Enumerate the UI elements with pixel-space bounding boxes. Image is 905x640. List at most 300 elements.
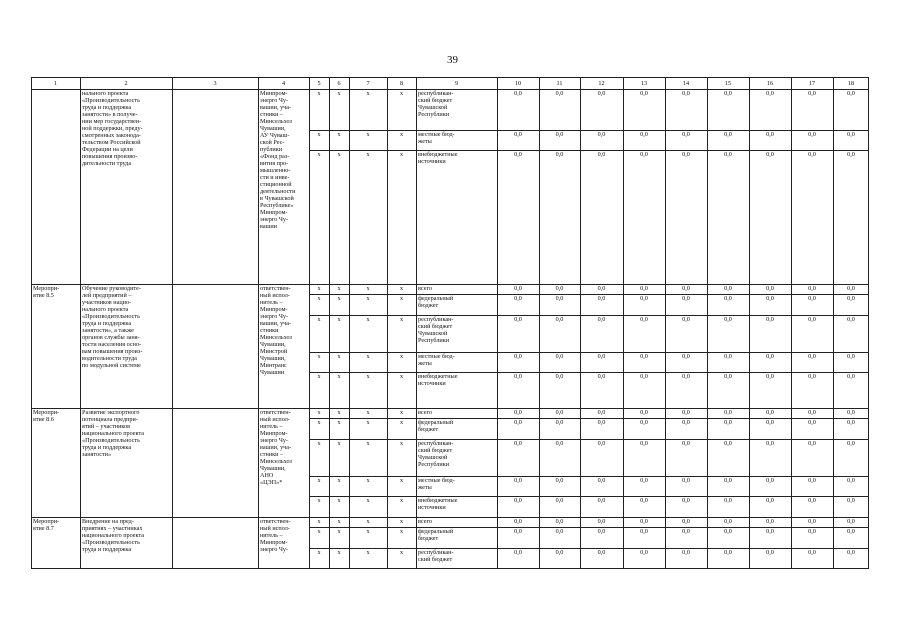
- x-mark: x: [317, 477, 321, 484]
- value-cell: 0,0: [847, 549, 855, 556]
- header-cell: 17: [808, 79, 816, 87]
- measure-name: занятости» в получе-: [82, 111, 138, 118]
- value-cell: 0,0: [682, 528, 690, 535]
- value-cell: 0,0: [514, 549, 522, 556]
- value-cell: 0,0: [597, 497, 606, 504]
- executor-text: ответствен-: [260, 285, 291, 292]
- executor-text: мышленно-: [260, 167, 291, 174]
- executor-text: Минсельхоз: [260, 458, 292, 465]
- value-cell: 0,0: [766, 316, 774, 323]
- value-cell: 0,0: [640, 285, 648, 292]
- measure-name: нального проекта: [82, 90, 129, 97]
- value-cell: 0,0: [766, 497, 774, 504]
- funding-source: ский бюджет: [418, 447, 453, 454]
- funding-source: Чувашской: [418, 330, 448, 337]
- x-mark: x: [366, 419, 370, 426]
- value-cell: 0,0: [847, 409, 855, 416]
- value-cell: 0,0: [597, 353, 606, 360]
- executor-text: вашии, уча-: [260, 320, 292, 327]
- funding-source: ский бюджет: [418, 97, 453, 104]
- measure-name: национального проекта: [82, 532, 144, 539]
- value-cell: 0,0: [555, 131, 564, 138]
- executor-text: Минпром-: [260, 430, 288, 437]
- value-cell: 0,0: [597, 477, 606, 484]
- x-mark: x: [317, 518, 321, 525]
- measure-name: труда и поддержка: [82, 104, 132, 111]
- x-mark: x: [399, 440, 404, 447]
- funding-source: Республики: [418, 111, 450, 118]
- funding-source: бюджет: [418, 535, 439, 542]
- executor-text: нитель –: [260, 532, 283, 539]
- executor-text: Минпром-: [260, 539, 288, 546]
- measure-name: по модульной системе: [82, 362, 141, 369]
- x-mark: x: [317, 285, 321, 292]
- executor-text: публики: [260, 146, 283, 153]
- header-cell: 11: [556, 79, 563, 87]
- value-cell: 0,0: [555, 409, 564, 416]
- x-mark: x: [337, 295, 341, 302]
- value-cell: 0,0: [514, 528, 522, 535]
- value-cell: 0,0: [847, 419, 855, 426]
- executor-text: стники: [260, 327, 279, 334]
- executor-text: «Фонд раз-: [260, 153, 290, 160]
- value-cell: 0,0: [597, 90, 606, 97]
- measure-name: ной поддержки, преду-: [82, 125, 143, 132]
- value-cell: 0,0: [514, 419, 522, 426]
- executor-text: Минпром-: [260, 209, 288, 216]
- x-mark: x: [337, 151, 341, 158]
- value-cell: 0,0: [555, 285, 564, 292]
- funding-source: бюджет: [418, 426, 439, 433]
- measure-name: труда и поддержка: [82, 546, 132, 553]
- x-mark: x: [399, 497, 404, 504]
- x-mark: x: [317, 90, 321, 97]
- measure-label: Меропри-: [33, 409, 60, 416]
- value-cell: 0,0: [766, 528, 774, 535]
- funding-source: Чувашской: [418, 454, 448, 461]
- value-cell: 0,0: [682, 409, 690, 416]
- value-cell: 0,0: [808, 131, 816, 138]
- value-cell: 0,0: [640, 131, 648, 138]
- value-cell: 0,0: [724, 316, 732, 323]
- value-cell: 0,0: [724, 497, 732, 504]
- value-cell: 0,0: [847, 373, 855, 380]
- value-cell: 0,0: [847, 316, 855, 323]
- measure-label: Меропри-: [33, 285, 60, 292]
- funding-source: федеральный: [418, 295, 454, 302]
- executor-text: ответствен-: [260, 518, 291, 525]
- executor-text: вашии: [260, 223, 277, 230]
- value-cell: 0,0: [682, 477, 690, 484]
- value-cell: 0,0: [682, 497, 690, 504]
- x-mark: x: [337, 285, 341, 292]
- value-cell: 0,0: [597, 440, 606, 447]
- value-cell: 0,0: [808, 151, 816, 158]
- executor-text: энерго Чу-: [260, 546, 289, 553]
- measure-name: участников нацио-: [82, 299, 132, 306]
- value-cell: 0,0: [682, 316, 690, 323]
- x-mark: x: [399, 90, 404, 97]
- value-cell: 0,0: [766, 477, 774, 484]
- x-mark: x: [399, 528, 404, 535]
- value-cell: 0,0: [724, 409, 732, 416]
- funding-source: республикан-: [418, 440, 454, 447]
- header-cell: 4: [281, 79, 286, 87]
- value-cell: 0,0: [640, 440, 648, 447]
- value-cell: 0,0: [640, 373, 648, 380]
- x-mark: x: [399, 549, 404, 556]
- executor-text: стники –: [260, 451, 284, 458]
- x-mark: x: [366, 518, 370, 525]
- executor-text: Чувашии,: [260, 355, 286, 362]
- funding-source: всего: [418, 285, 432, 292]
- value-cell: 0,0: [555, 518, 564, 525]
- measure-name: Внедрение на пред-: [82, 518, 134, 525]
- value-cell: 0,0: [682, 440, 690, 447]
- value-cell: 0,0: [555, 440, 564, 447]
- executor-text: стиционной: [260, 181, 292, 188]
- executor-text: Республике»: [260, 202, 294, 209]
- measure-name: тельством Российской: [82, 139, 141, 146]
- x-mark: x: [337, 528, 341, 535]
- value-cell: 0,0: [724, 477, 732, 484]
- header-cell: 14: [682, 79, 690, 87]
- x-mark: x: [337, 353, 341, 360]
- value-cell: 0,0: [766, 419, 774, 426]
- funding-source: источники: [418, 158, 446, 165]
- value-cell: 0,0: [724, 518, 732, 525]
- measure-label: ятие 8.6: [33, 416, 54, 423]
- value-cell: 0,0: [640, 518, 648, 525]
- measure-name: занятости», а также: [82, 327, 134, 334]
- value-cell: 0,0: [724, 373, 732, 380]
- x-mark: x: [366, 373, 370, 380]
- executor-text: энерго Чу-: [260, 313, 289, 320]
- x-mark: x: [337, 518, 341, 525]
- column-border: [80, 77, 81, 569]
- value-cell: 0,0: [682, 373, 690, 380]
- value-cell: 0,0: [682, 549, 690, 556]
- x-mark: x: [317, 295, 321, 302]
- measure-name: лей предприятий –: [82, 292, 132, 299]
- value-cell: 0,0: [808, 409, 816, 416]
- measure-name: нии мер государствен-: [82, 118, 142, 125]
- value-cell: 0,0: [514, 409, 522, 416]
- x-mark: x: [317, 419, 321, 426]
- value-cell: 0,0: [847, 131, 855, 138]
- value-cell: 0,0: [808, 316, 816, 323]
- executor-text: нитель –: [260, 299, 283, 306]
- value-cell: 0,0: [766, 131, 774, 138]
- value-cell: 0,0: [597, 316, 606, 323]
- value-cell: 0,0: [724, 131, 732, 138]
- value-cell: 0,0: [640, 477, 648, 484]
- measure-name: труда и поддержка: [82, 320, 132, 327]
- executor-text: Чувашии: [260, 369, 285, 376]
- value-cell: 0,0: [514, 151, 522, 158]
- value-cell: 0,0: [597, 373, 606, 380]
- executor-text: в Чувашской: [260, 195, 294, 202]
- x-mark: x: [366, 497, 370, 504]
- value-cell: 0,0: [808, 295, 816, 302]
- value-cell: 0,0: [514, 497, 522, 504]
- x-mark: x: [317, 373, 321, 380]
- value-cell: 0,0: [514, 316, 522, 323]
- executor-text: нитель –: [260, 423, 283, 430]
- value-cell: 0,0: [847, 90, 855, 97]
- funding-source: ский бюджет: [418, 323, 453, 330]
- value-cell: 0,0: [766, 285, 774, 292]
- value-cell: 0,0: [640, 528, 648, 535]
- value-cell: 0,0: [847, 518, 855, 525]
- value-cell: 0,0: [847, 477, 855, 484]
- value-cell: 0,0: [640, 419, 648, 426]
- value-cell: 0,0: [766, 549, 774, 556]
- x-mark: x: [366, 440, 370, 447]
- measure-label: ятие 8.5: [33, 292, 54, 299]
- x-mark: x: [366, 316, 370, 323]
- header-cell: 3: [213, 79, 217, 87]
- column-border: [31, 77, 32, 569]
- value-cell: 0,0: [597, 285, 606, 292]
- funding-source: всего: [418, 409, 432, 416]
- value-cell: 0,0: [766, 90, 774, 97]
- x-mark: x: [337, 549, 341, 556]
- value-cell: 0,0: [514, 131, 522, 138]
- funding-source: Республики: [418, 337, 450, 344]
- value-cell: 0,0: [682, 518, 690, 525]
- value-cell: 0,0: [724, 419, 732, 426]
- funding-source: федеральный: [418, 419, 454, 426]
- measure-name: занятости»: [82, 451, 112, 458]
- x-mark: x: [366, 295, 370, 302]
- value-cell: 0,0: [724, 440, 732, 447]
- value-cell: 0,0: [682, 151, 690, 158]
- x-mark: x: [337, 131, 341, 138]
- value-cell: 0,0: [724, 151, 732, 158]
- x-mark: x: [337, 440, 341, 447]
- x-mark: x: [399, 316, 404, 323]
- measure-name: Федерации на цели: [82, 146, 133, 153]
- funding-source: местные бюд-: [418, 353, 455, 360]
- value-cell: 0,0: [847, 528, 855, 535]
- funding-source: бюджет: [418, 302, 439, 309]
- x-mark: x: [366, 151, 370, 158]
- x-mark: x: [337, 409, 341, 416]
- x-mark: x: [337, 419, 341, 426]
- header-cell: 7: [366, 79, 370, 87]
- funding-source: внебюджетные: [418, 497, 458, 504]
- value-cell: 0,0: [808, 419, 816, 426]
- value-cell: 0,0: [555, 90, 564, 97]
- value-cell: 0,0: [597, 528, 606, 535]
- executor-text: ный испол-: [260, 525, 290, 532]
- x-mark: x: [366, 285, 370, 292]
- x-mark: x: [317, 131, 321, 138]
- header-cell: 16: [766, 79, 774, 87]
- x-mark: x: [366, 477, 370, 484]
- header-cell: 5: [317, 79, 321, 87]
- value-cell: 0,0: [682, 295, 690, 302]
- value-cell: 0,0: [808, 477, 816, 484]
- value-cell: 0,0: [724, 549, 732, 556]
- executor-text: ответствен-: [260, 409, 291, 416]
- measure-name: органов службы заня-: [82, 334, 140, 341]
- executor-text: Минтранс: [260, 362, 287, 369]
- executor-text: Чувашии,: [260, 465, 286, 472]
- measure-name: Развитие экспортного: [82, 409, 140, 416]
- header-cell: 2: [124, 79, 128, 87]
- value-cell: 0,0: [514, 518, 522, 525]
- measure-name: нального проекта: [82, 306, 129, 313]
- value-cell: 0,0: [514, 353, 522, 360]
- value-cell: 0,0: [847, 285, 855, 292]
- measure-name: ятий – участников: [82, 423, 131, 430]
- x-mark: x: [317, 353, 321, 360]
- measure-name: Обучение руководите-: [82, 285, 141, 292]
- executor-text: стники –: [260, 111, 284, 118]
- value-cell: 0,0: [682, 285, 690, 292]
- header-cell: 15: [724, 79, 732, 87]
- value-cell: 0,0: [766, 440, 774, 447]
- value-cell: 0,0: [640, 497, 648, 504]
- column-border: [172, 77, 173, 569]
- executor-text: Минпром-: [260, 90, 288, 97]
- x-mark: x: [366, 90, 370, 97]
- executor-text: ный испол-: [260, 292, 290, 299]
- value-cell: 0,0: [847, 497, 855, 504]
- table-bottom-border: [31, 568, 869, 569]
- measure-name: национального проекта: [82, 430, 144, 437]
- value-cell: 0,0: [808, 285, 816, 292]
- value-cell: 0,0: [640, 316, 648, 323]
- value-cell: 0,0: [682, 131, 690, 138]
- value-cell: 0,0: [766, 295, 774, 302]
- value-cell: 0,0: [847, 295, 855, 302]
- header-cell: 18: [847, 79, 855, 87]
- x-mark: x: [317, 549, 321, 556]
- funding-source: жеты: [418, 484, 432, 491]
- value-cell: 0,0: [514, 90, 522, 97]
- measure-name: «Производительность: [82, 539, 140, 546]
- x-mark: x: [337, 90, 341, 97]
- value-cell: 0,0: [555, 316, 564, 323]
- measure-name: вам повышения произ-: [82, 348, 143, 355]
- header-cell: 1: [53, 79, 58, 87]
- value-cell: 0,0: [808, 497, 816, 504]
- value-cell: 0,0: [514, 440, 522, 447]
- value-cell: 0,0: [597, 131, 606, 138]
- executor-text: сти и инве-: [260, 174, 290, 181]
- funding-source: республикан-: [418, 90, 454, 97]
- x-mark: x: [317, 440, 321, 447]
- funding-source: Республики: [418, 461, 450, 468]
- x-mark: x: [366, 549, 370, 556]
- header-cell: 8: [399, 79, 404, 87]
- measure-name: приятиях – участниках: [82, 525, 143, 532]
- x-mark: x: [399, 518, 404, 525]
- value-cell: 0,0: [808, 518, 816, 525]
- value-cell: 0,0: [597, 409, 606, 416]
- executor-text: «ЦЭП»*: [260, 479, 283, 486]
- executor-text: деятельности: [260, 188, 296, 195]
- measure-name: смотренных законода-: [82, 132, 141, 139]
- funding-source: всего: [418, 518, 432, 525]
- header-cell: 13: [640, 79, 648, 87]
- value-cell: 0,0: [555, 419, 564, 426]
- funding-source: внебюджетные: [418, 373, 458, 380]
- value-cell: 0,0: [597, 151, 606, 158]
- executor-text: Чувашии,: [260, 125, 286, 132]
- funding-source: местные бюд-: [418, 477, 455, 484]
- value-cell: 0,0: [640, 409, 648, 416]
- value-cell: 0,0: [847, 440, 855, 447]
- executor-text: ской Рес-: [260, 139, 285, 146]
- executor-text: вития про-: [260, 160, 289, 167]
- x-mark: x: [317, 409, 321, 416]
- x-mark: x: [366, 528, 370, 535]
- value-cell: 0,0: [766, 409, 774, 416]
- value-cell: 0,0: [682, 419, 690, 426]
- value-cell: 0,0: [640, 151, 648, 158]
- header-cell: 10: [514, 79, 522, 87]
- executor-text: Минсельхоз: [260, 118, 292, 125]
- value-cell: 0,0: [514, 477, 522, 484]
- value-cell: 0,0: [808, 353, 816, 360]
- x-mark: x: [399, 409, 404, 416]
- executor-text: энерго Чу-: [260, 437, 289, 444]
- measure-name: повышения произво-: [82, 153, 138, 160]
- x-mark: x: [337, 316, 341, 323]
- x-mark: x: [317, 497, 321, 504]
- value-cell: 0,0: [514, 285, 522, 292]
- value-cell: 0,0: [847, 353, 855, 360]
- x-mark: x: [317, 151, 321, 158]
- value-cell: 0,0: [640, 90, 648, 97]
- header-cell: 9: [454, 79, 459, 87]
- funding-source: жеты: [418, 138, 432, 145]
- value-cell: 0,0: [640, 353, 648, 360]
- value-cell: 0,0: [682, 353, 690, 360]
- measure-label: Меропри-: [33, 518, 60, 525]
- funding-source: источники: [418, 380, 446, 387]
- executor-text: вашии, уча-: [260, 104, 292, 111]
- value-cell: 0,0: [597, 518, 606, 525]
- executor-text: АНО: [260, 472, 274, 479]
- column-border: [258, 77, 259, 569]
- executor-text: энерго Чу-: [260, 97, 289, 104]
- value-cell: 0,0: [555, 549, 564, 556]
- measure-name: «Производительность: [82, 97, 140, 104]
- executor-text: энерго Чу-: [260, 216, 289, 223]
- value-cell: 0,0: [808, 528, 816, 535]
- measure-name: водительности труда: [82, 355, 137, 362]
- x-mark: x: [399, 131, 404, 138]
- funding-source: местные бюд-: [418, 131, 455, 138]
- x-mark: x: [337, 497, 341, 504]
- executor-text: ный испол-: [260, 416, 290, 423]
- value-cell: 0,0: [514, 373, 522, 380]
- value-cell: 0,0: [808, 440, 816, 447]
- x-mark: x: [399, 373, 404, 380]
- x-mark: x: [366, 353, 370, 360]
- measure-name: «Производительность: [82, 437, 140, 444]
- budget-table: [31, 77, 869, 569]
- header-cell: 6: [337, 79, 341, 87]
- value-cell: 0,0: [766, 353, 774, 360]
- value-cell: 0,0: [597, 295, 606, 302]
- measure-name: труда и поддержка: [82, 444, 132, 451]
